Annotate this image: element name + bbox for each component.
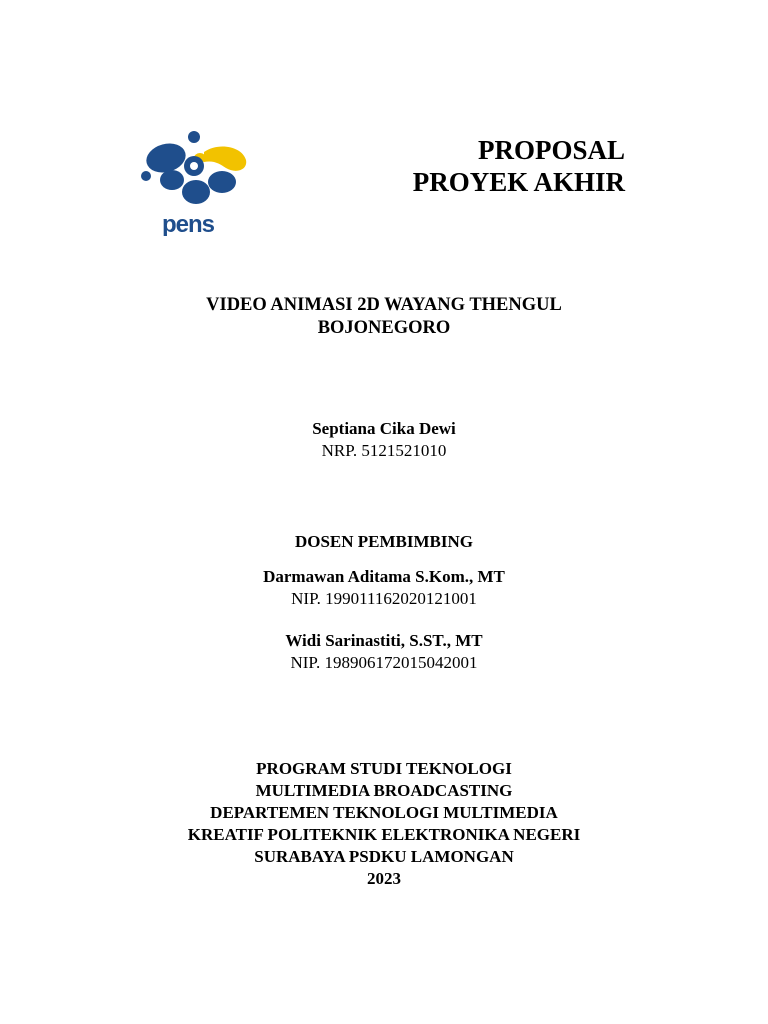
- institution-line: PROGRAM STUDI TEKNOLOGI: [256, 759, 512, 778]
- title-line-2: PROYEK AKHIR: [412, 167, 625, 197]
- supervisor-nip: NIP. 198906172015042001: [290, 653, 478, 672]
- supervisor-name: Widi Sarinastiti, S.ST., MT: [285, 631, 483, 650]
- institution-line: KREATIF POLITEKNIK ELEKTRONIKA NEGERI: [187, 825, 581, 844]
- pens-logo-icon: [138, 128, 250, 236]
- supervisor-nip: NIP. 199011162020121001: [291, 589, 477, 608]
- student-name: Septiana Cika Dewi: [312, 419, 456, 438]
- institution-line: MULTIMEDIA BROADCASTING: [255, 781, 513, 800]
- institution-year: 2023: [367, 869, 401, 888]
- institution-line: SURABAYA PSDKU LAMONGAN: [254, 847, 514, 866]
- student-nrp: NRP. 5121521010: [321, 441, 447, 460]
- institution-line: DEPARTEMEN TEKNOLOGI MULTIMEDIA: [210, 803, 558, 822]
- project-title-line-2: BOJONEGORO: [317, 318, 451, 338]
- supervisor-heading: DOSEN PEMBIMBING: [294, 532, 474, 551]
- supervisor-1: [0, 566, 768, 610]
- project-title: [0, 294, 768, 340]
- document-title: [413, 134, 625, 198]
- supervisor-name: Darmawan Aditama S.Kom., MT: [263, 567, 505, 586]
- student-info: [0, 418, 768, 462]
- supervisor-2: [0, 630, 768, 674]
- logo-wordmark: pens: [162, 211, 215, 236]
- project-title-line-1: VIDEO ANIMASI 2D WAYANG THENGUL: [206, 295, 562, 315]
- title-line-1: PROPOSAL: [477, 135, 625, 165]
- institution-block: [0, 758, 768, 890]
